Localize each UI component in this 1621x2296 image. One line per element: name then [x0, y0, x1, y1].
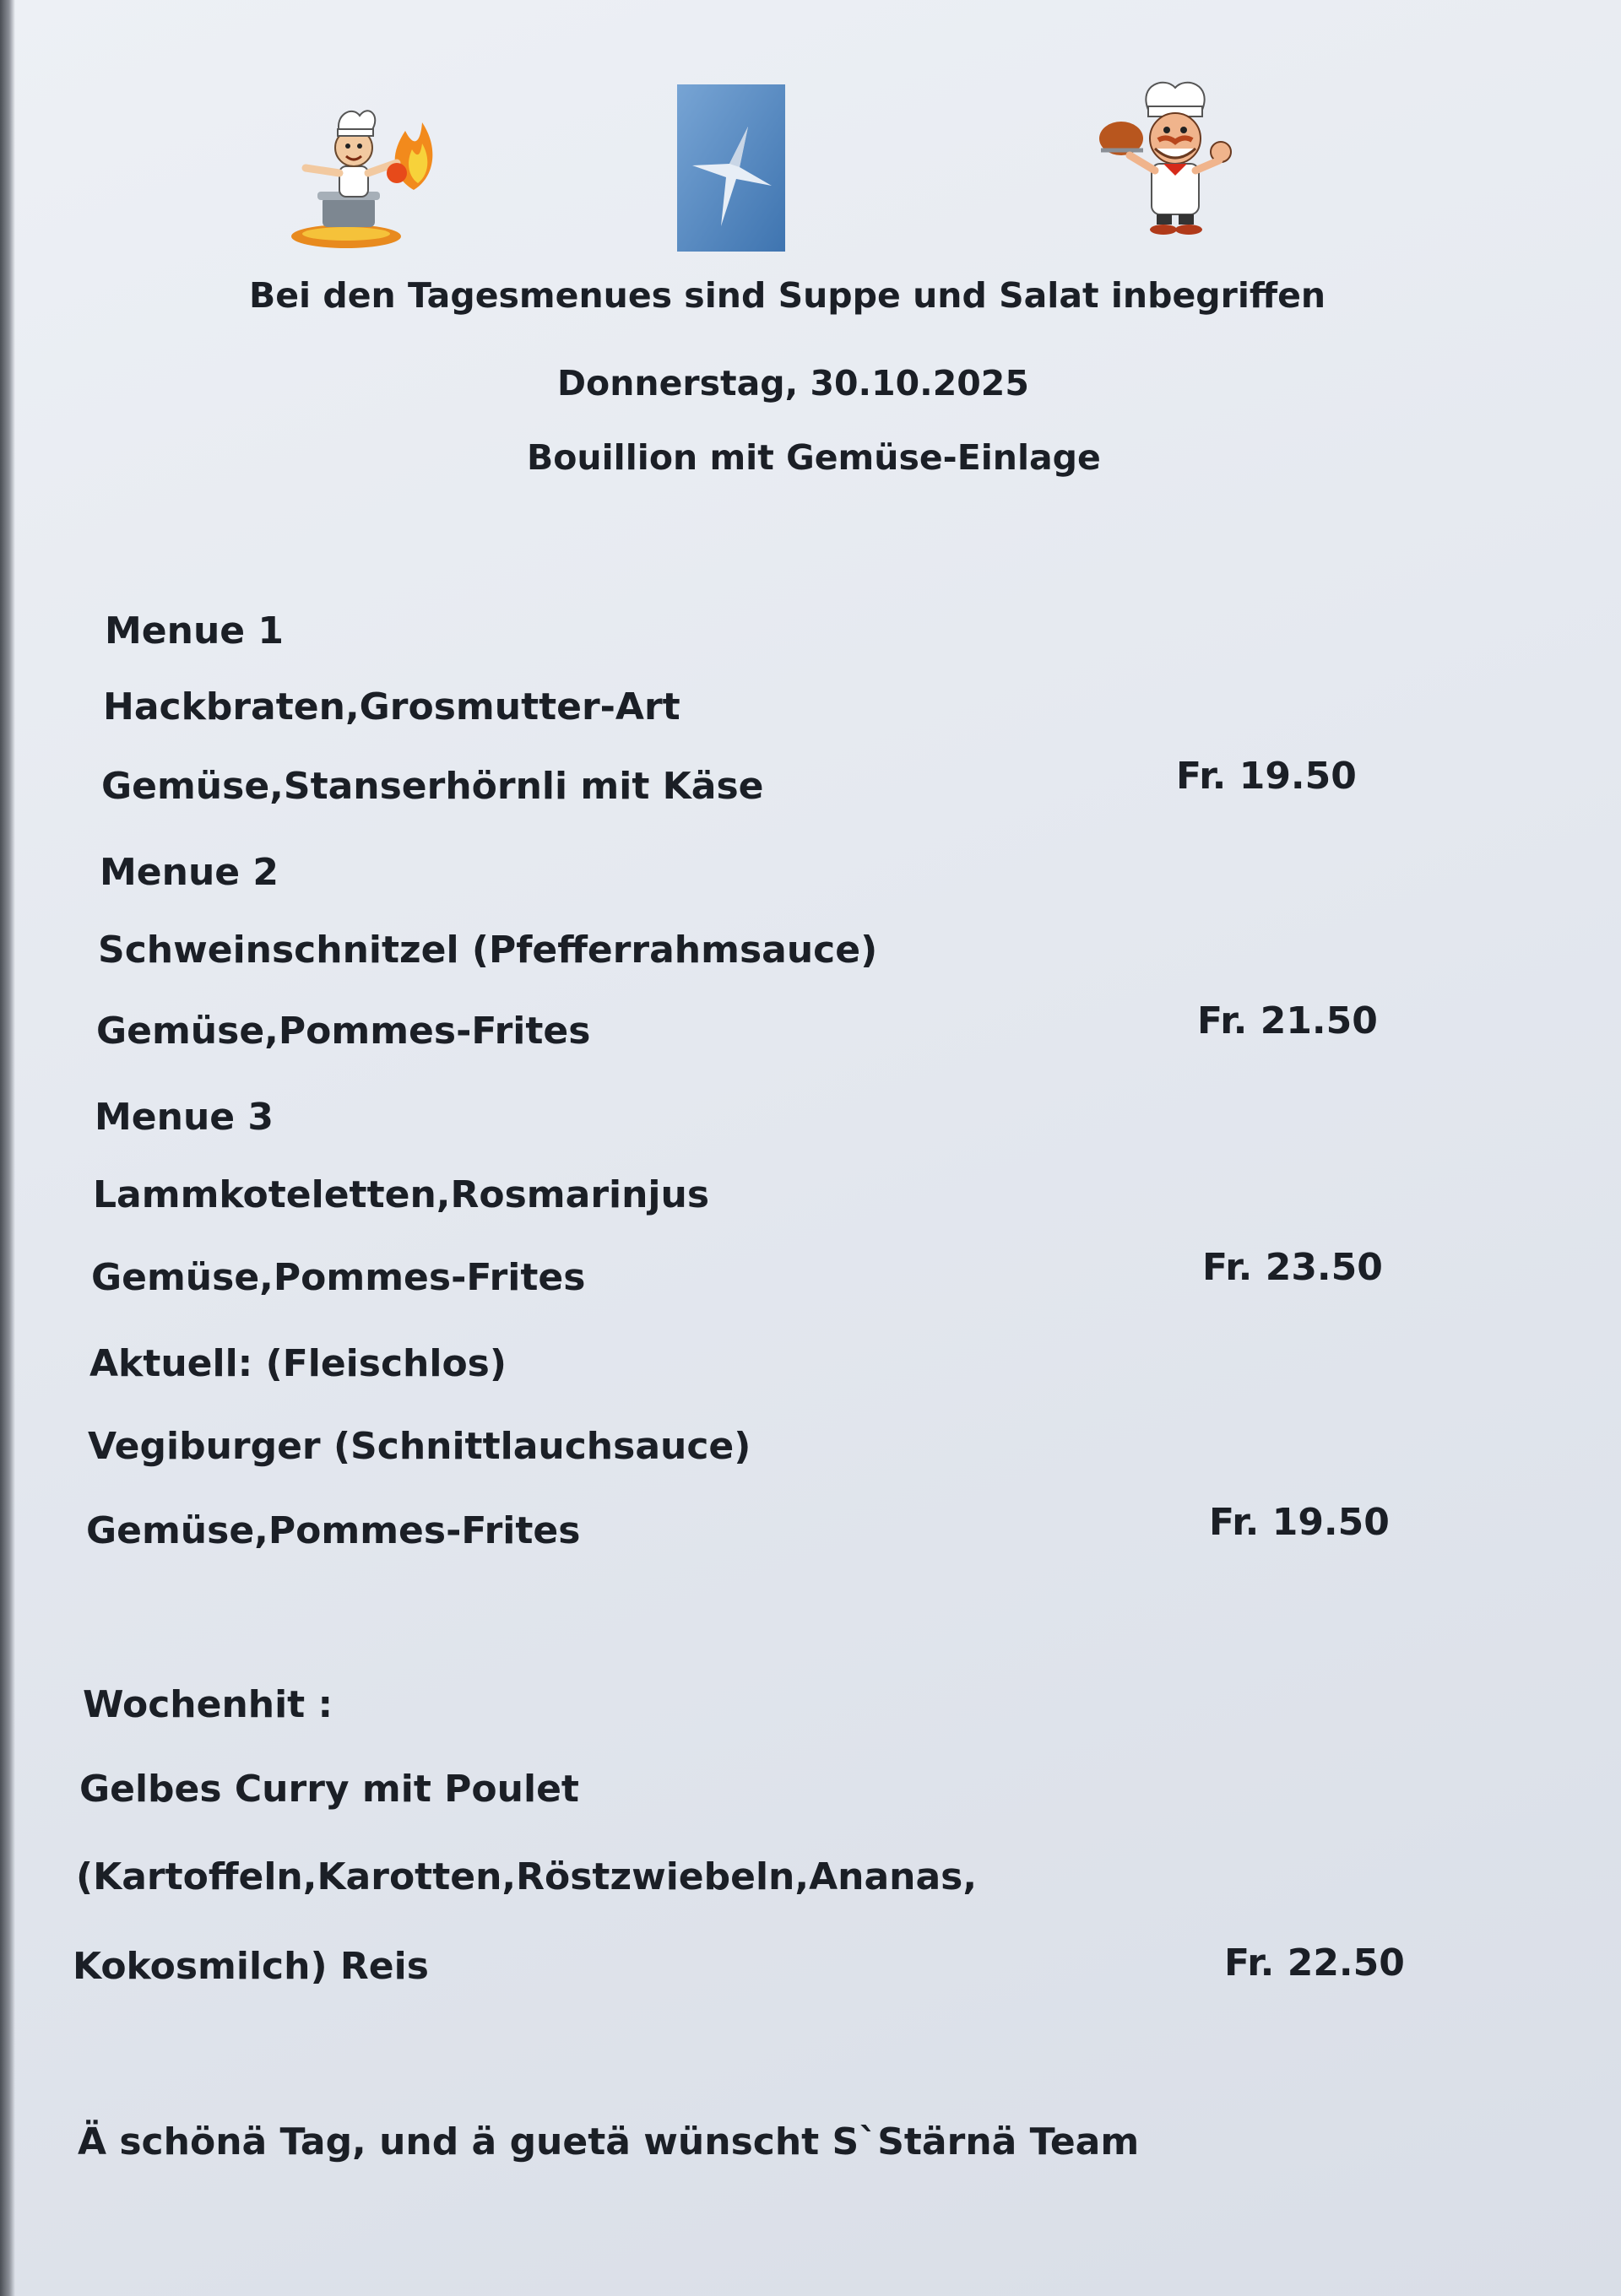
menu-3-main: Lammkoteletten,Rosmarinjus: [93, 1173, 710, 1216]
chef-cooking-icon: [287, 97, 447, 253]
menu-2-main: Schweinschnitzel (Pfefferrahmsauce): [98, 929, 878, 972]
aktuell-price: Fr. 19.50: [1209, 1501, 1390, 1544]
menu-3-title: Menue 3: [95, 1096, 274, 1139]
menu-1-main: Hackbraten,Grosmutter-Art: [103, 685, 680, 728]
menu-3-price: Fr. 23.50: [1202, 1246, 1383, 1289]
star-logo-icon: [677, 84, 785, 252]
aktuell-sides: Gemüse,Pommes-Frites: [86, 1509, 581, 1552]
wochenhit-line-2: (Kartoffeln,Karotten,Röstzwiebeln,Ananas,: [76, 1855, 978, 1898]
wochenhit-title: Wochenhit :: [83, 1683, 333, 1726]
chef-serving-icon: [1096, 76, 1252, 236]
aktuell-title: Aktuell: (Fleischlos): [89, 1342, 507, 1385]
menu-1-sides: Gemüse,Stanserhörnli mit Käse: [101, 765, 764, 808]
paper-edge-shadow: [0, 0, 15, 2296]
menu-2-price: Fr. 21.50: [1197, 999, 1378, 1042]
menu-2-sides: Gemüse,Pommes-Frites: [96, 1010, 591, 1053]
menu-1-price: Fr. 19.50: [1176, 755, 1357, 798]
date-heading: Donnerstag, 30.10.2025: [557, 363, 1029, 403]
aktuell-main: Vegiburger (Schnittlauchsauce): [88, 1425, 751, 1468]
wochenhit-line-3: Kokosmilch) Reis: [73, 1945, 429, 1988]
menu-1-title: Menue 1: [105, 609, 285, 653]
menu-2-title: Menue 2: [100, 851, 279, 894]
footer-greeting: Ä schönä Tag, und ä guetä wünscht S`Stärnä Team: [78, 2120, 1140, 2163]
wochenhit-line-1: Gelbes Curry mit Poulet: [79, 1768, 579, 1811]
wochenhit-price: Fr. 22.50: [1224, 1941, 1405, 1985]
tagline: Bei den Tagesmenues sind Suppe und Salat inbegriffen: [249, 275, 1326, 316]
menu-3-sides: Gemüse,Pommes-Frites: [91, 1256, 586, 1299]
soup-of-day: Bouillion mit Gemüse-Einlage: [527, 437, 1101, 478]
